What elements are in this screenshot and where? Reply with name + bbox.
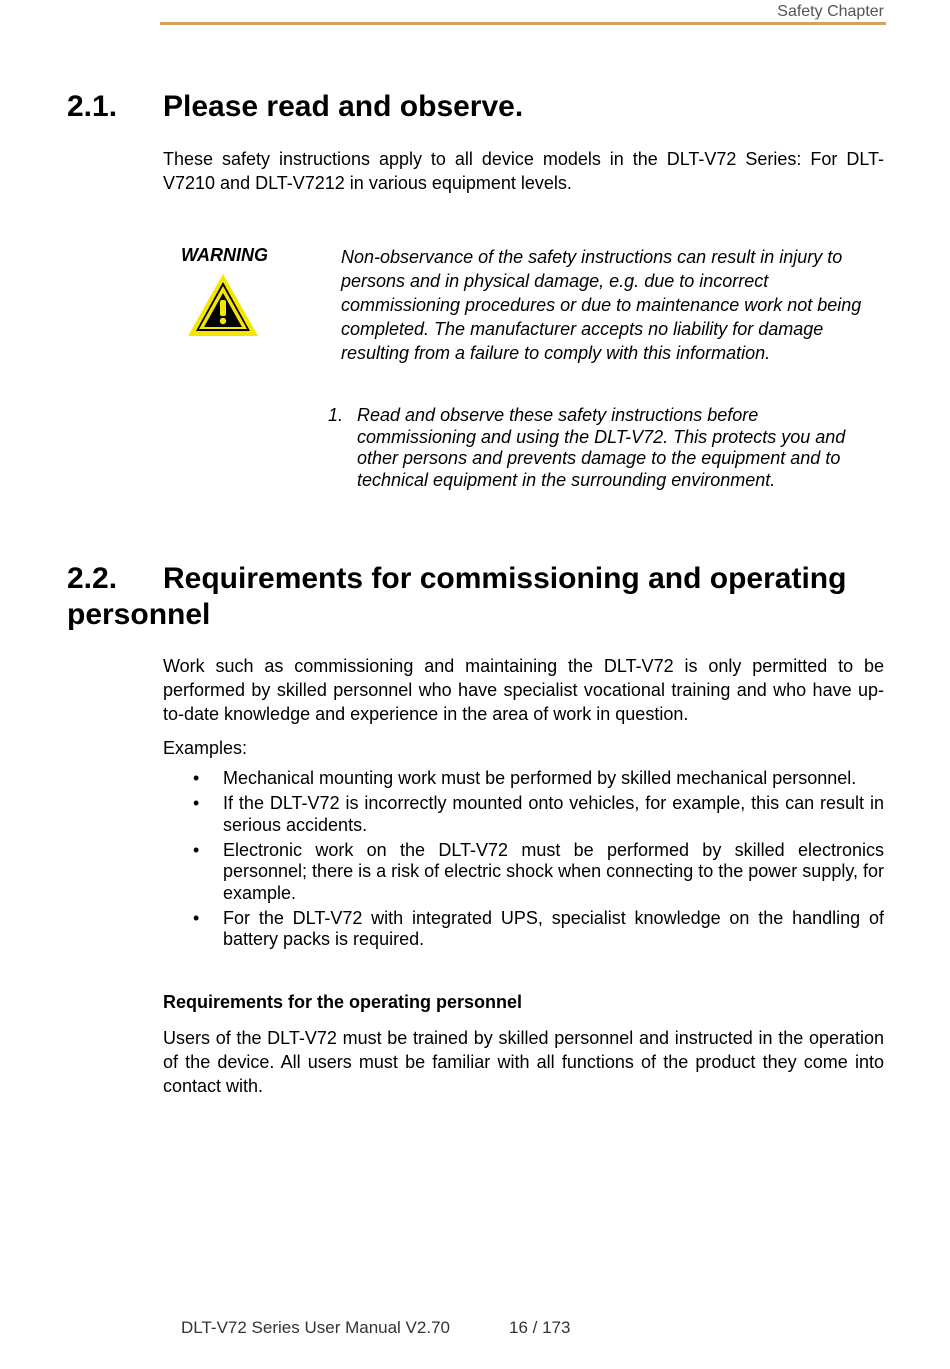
- bullet-icon: •: [193, 839, 200, 860]
- header-divider: [160, 22, 886, 25]
- manual-title: DLT-V72 Series User Manual V2.70: [181, 1318, 450, 1337]
- list-item: [163, 793, 884, 836]
- examples-label: Examples:: [163, 738, 248, 758]
- chapter-title: Safety Chapter: [777, 3, 884, 20]
- section-2-2-heading: [67, 561, 887, 633]
- users-paragraph: Users of the DLT-V72 must be trained by skilled personnel and instructed in the operation of the device. All users must be familiar with all functions of the product they come into contact with.: [163, 1028, 884, 1096]
- section-title: Please read and observe.: [163, 90, 524, 123]
- list-item-text: Electronic work on the DLT-V72 must be performed by skilled electronics personnel; there is a risk of electric shock when connecting to the power supply, for example.: [223, 839, 885, 903]
- bullet-icon: •: [193, 768, 200, 788]
- warning-label: WARNING: [181, 245, 268, 265]
- list-marker: 1.: [328, 405, 344, 425]
- warning-triangle-icon: [186, 272, 260, 338]
- requirements-paragraph: Work such as commissioning and maintaining the DLT-V72 is only permitted to be performed by skilled personnel who have specialist vocational training and who have up-to-date knowledge and experience in the area of work in question.: [163, 656, 884, 724]
- bullet-icon: •: [193, 907, 200, 928]
- section-2-1-heading: [67, 89, 887, 125]
- page-number: 16 / 173: [509, 1318, 571, 1337]
- section-number: 2.1.: [67, 90, 118, 123]
- bullet-icon: •: [193, 793, 200, 813]
- warning-text: Non-observance of the safety instructions can result in injury to persons and in physical damage, e.g. due to incorrect commissioning procedures or due to maintenance work not being completed. The manufacturer accepts no liability for damage resulting from a failure to comply with this information.: [341, 247, 862, 363]
- intro-paragraph: These safety instructions apply to all device models in the DLT-V72 Series: For DLT-V7210 and DLT-V7212 in various equipment levels.: [163, 149, 884, 193]
- list-item: [163, 840, 884, 905]
- examples-list: [163, 768, 884, 954]
- list-item: [163, 768, 884, 790]
- section-title: Requirements for commissioning and operating personnel: [67, 562, 847, 631]
- list-item-text: Read and observe these safety instructions before commissioning and using the DLT-V72. This protects you and other persons and prevents damage to the equipment and to technical equipment in the surrounding environment.: [357, 405, 846, 490]
- list-item: [163, 908, 884, 951]
- operating-personnel-subheading: Requirements for the operating personnel: [163, 992, 523, 1012]
- section-number: 2.2.: [67, 562, 118, 595]
- list-item-text: Mechanical mounting work must be performed by skilled mechanical personnel.: [223, 768, 857, 788]
- list-item-text: If the DLT-V72 is incorrectly mounted onto vehicles, for example, this can result in serious accidents.: [223, 793, 884, 835]
- instruction-list: [328, 405, 873, 491]
- list-item-text: For the DLT-V72 with integrated UPS, specialist knowledge on the handling of battery packs is required.: [223, 907, 884, 949]
- list-item: [328, 405, 873, 491]
